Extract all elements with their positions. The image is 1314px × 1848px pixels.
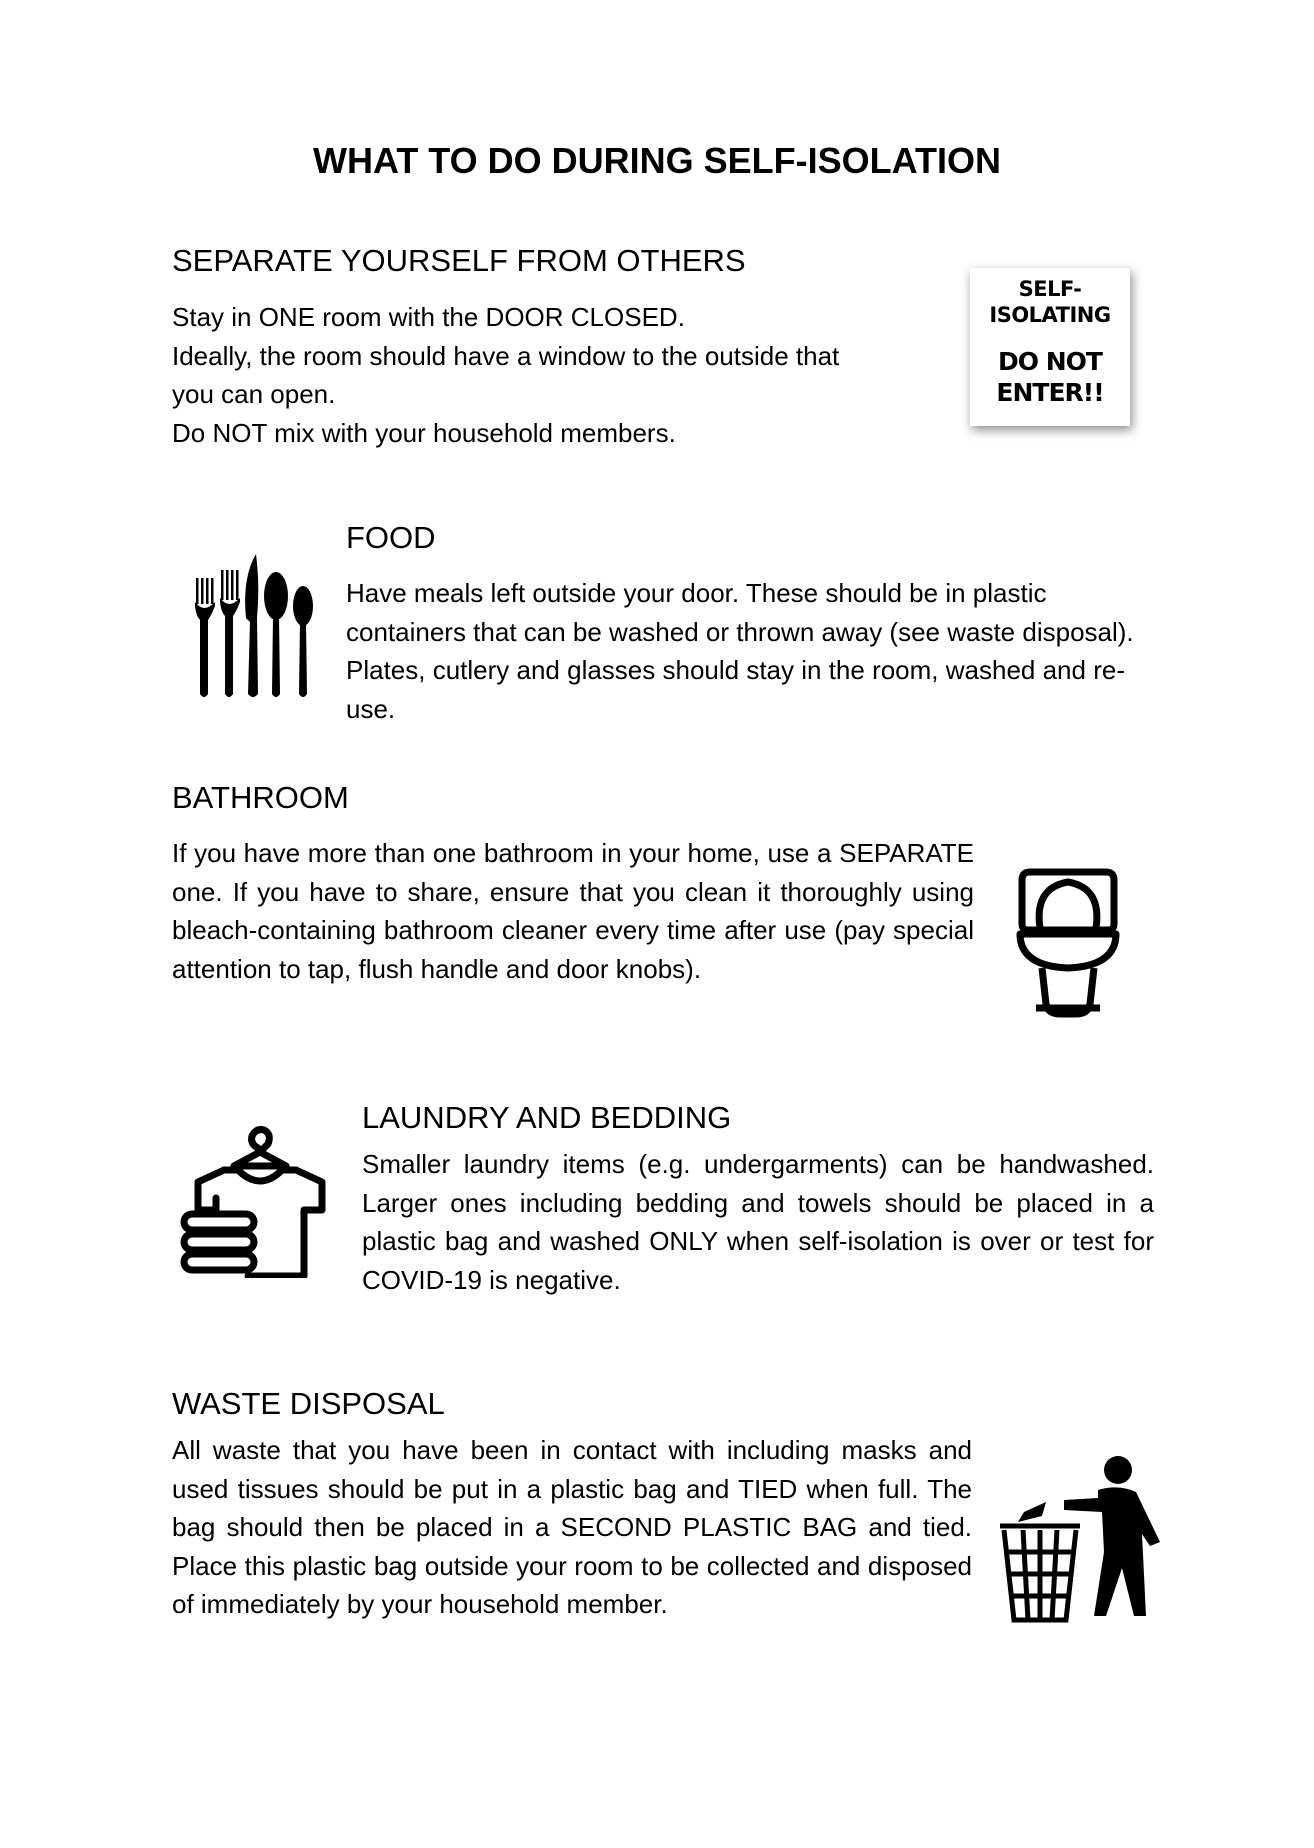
section-heading-bathroom: BATHROOM — [172, 780, 349, 815]
bin-icon — [994, 1456, 1166, 1624]
section-body-food: Have meals left outside your door. These should be in plastic containers that can be washed or thrown away (see waste disposal). Plates, cutlery and glasses should stay in the room, washed and re-use. — [346, 578, 1134, 724]
body-line: Do NOT mix with your household members. — [172, 417, 676, 448]
cutlery-icon — [190, 548, 320, 700]
sign-top-line: ISOLATING — [989, 303, 1111, 327]
sign-bottom-line: ENTER!! — [996, 378, 1104, 407]
sign-top-line: SELF- — [1018, 277, 1082, 301]
page-title: WHAT TO DO DURING SELF-ISOLATION — [313, 140, 1001, 181]
sign-bottom-text — [970, 346, 1130, 408]
laundry-icon — [178, 1126, 336, 1278]
section-body-laundry: Smaller laundry items (e.g. undergarments) can be handwashed. Larger ones including bedding and towels should be placed in a plastic bag and washed ONLY when self-isolation is over or test for COVID-19 is negative. — [362, 1149, 1154, 1295]
body-line: you can open. — [172, 379, 336, 409]
section-body-waste: All waste that you have been in contact with including masks and used tissues should be put in a plastic bag and TIED when full. The bag should then be placed in a SECOND PLASTIC BAG and tied. Place this plastic bag outside your room to be collected and disposed of immediately by your household member. — [172, 1435, 972, 1619]
section-heading-waste: WASTE DISPOSAL — [172, 1386, 445, 1421]
section-heading-separate: SEPARATE YOURSELF FROM OTHERS — [172, 243, 746, 278]
section-body-separate — [172, 298, 932, 452]
sign-top-text — [970, 276, 1130, 328]
body-line: Stay in ONE room with the DOOR CLOSED. — [172, 302, 685, 332]
body-line: Ideally, the room should have a window to the outside that — [172, 340, 840, 371]
sign-bottom-line: DO NOT — [998, 347, 1102, 376]
section-heading-laundry: LAUNDRY AND BEDDING — [362, 1100, 732, 1135]
toilet-icon — [1012, 868, 1124, 1020]
self-isolating-sign — [970, 268, 1130, 426]
section-heading-food: FOOD — [346, 520, 436, 555]
section-body-bathroom: If you have more than one bathroom in your home, use a SEPARATE one. If you have to share, ensure that you clean it thoroughly using bleach-containing bathroom cleaner every time after use (pay special attention to tap, flush handle and door knobs). — [172, 838, 974, 984]
